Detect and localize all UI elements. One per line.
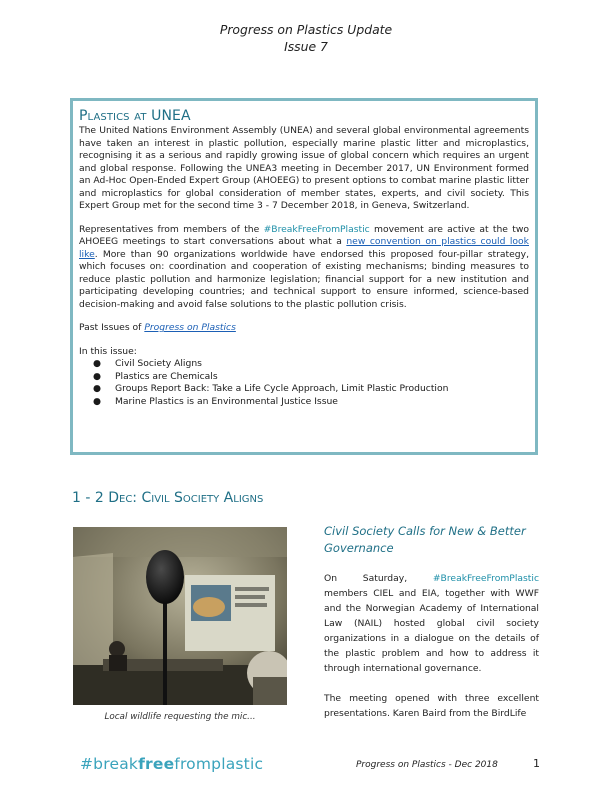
bullet-icon: ● <box>93 395 102 407</box>
hashtag-text: #BreakFreeFromPlastic <box>432 573 539 584</box>
new-convention-link[interactable]: new convention on plastics could look like <box>79 236 529 260</box>
section-heading: 1 - 2 Dec: Civil Society Aligns <box>72 490 264 506</box>
article-subheading: Civil Society Calls for New & Better Governance <box>324 524 526 555</box>
article-paragraph: The meeting opened with three excellent presentations. Karen Baird from the BirdLife <box>324 693 539 719</box>
list-item: ● Groups Report Back: Take a Life Cycle Approach, Limit Plastic Production <box>93 383 449 394</box>
box-title: Plastics at UNEA <box>79 108 191 124</box>
past-issues-link[interactable]: Progress on Plastics <box>144 322 236 333</box>
page-number: 1 <box>533 757 540 770</box>
photo-caption: Local wildlife requesting the mic... <box>104 712 256 722</box>
bullet-icon: ● <box>93 370 102 382</box>
list-item: ● Marine Plastics is an Environmental Justice Issue <box>93 395 338 407</box>
bullet-icon: ● <box>93 383 102 394</box>
newsletter-title: Progress on Plastics Update <box>219 22 393 37</box>
meeting-photo <box>73 527 287 705</box>
in-this-issue-label: In this issue: <box>79 345 137 357</box>
footer-publication: Progress on Plastics - Dec 2018 <box>356 760 498 770</box>
unea-info-box <box>70 98 538 455</box>
past-issues-line: Past Issues of Progress on Plastics <box>79 322 236 333</box>
meeting-photo-illustration <box>73 527 287 705</box>
hashtag-text: #BreakFreeFromPlastic <box>263 223 370 235</box>
page-header <box>0 21 612 55</box>
issue-number: Issue 7 <box>284 39 328 54</box>
issue-contents-list <box>79 358 529 408</box>
list-item: ● Plastics are Chemicals <box>93 370 218 382</box>
intro-paragraph: The United Nations Environment Assembly (UNEA) and several global environmental agreements have taken an interest in plastic pollution, especially marine plastic litter and microplastics, recognising it as a serious and rapidly growing issue of global concern which requires an urgent and global response. Following the UNEA3 meeting in December 2017, UN Environment formed an Ad-Hoc Open-Ended Expert Group (AHOEEG) to present options to combat marine plastic litter and microplastics for global consideration of member states, experts, and civil society. This Expert Group met for the second time 3 - 7 December 2018, in Geneva, Switzerland. <box>79 125 529 211</box>
list-item: ● Civil Society Aligns <box>93 358 202 369</box>
footer-brand-logo: #breakfreefromplastic <box>80 755 264 773</box>
representatives-paragraph: Representatives from members of the #BreakFreeFromPlastic movement are active at the two AHOEEG meetings to start conversations about what a new convention on plastics could look like. More than 90 organizations worldwide have endorsed this proposed four-pillar strategy, which focuses on: coordination and cooperation of existing mechanisms; binding measures to reduce plastic pollution and harmonize legislation; financial support for a new institution and participating developing countries; and technical support to ensure informed, science-based decision-making and avoid false solutions to the plastic pollution crisis. <box>79 223 529 310</box>
article-paragraph: On Saturday, #BreakFreeFromPlastic members CIEL and EIA, together with WWF and the Norwegian Academy of International Law (NAIL) hosted global civil society organizations in a dialogue on the details of the plastic problem and how to address it through international governance. <box>324 573 539 674</box>
article-column <box>324 523 539 721</box>
bullet-icon: ● <box>93 358 102 369</box>
